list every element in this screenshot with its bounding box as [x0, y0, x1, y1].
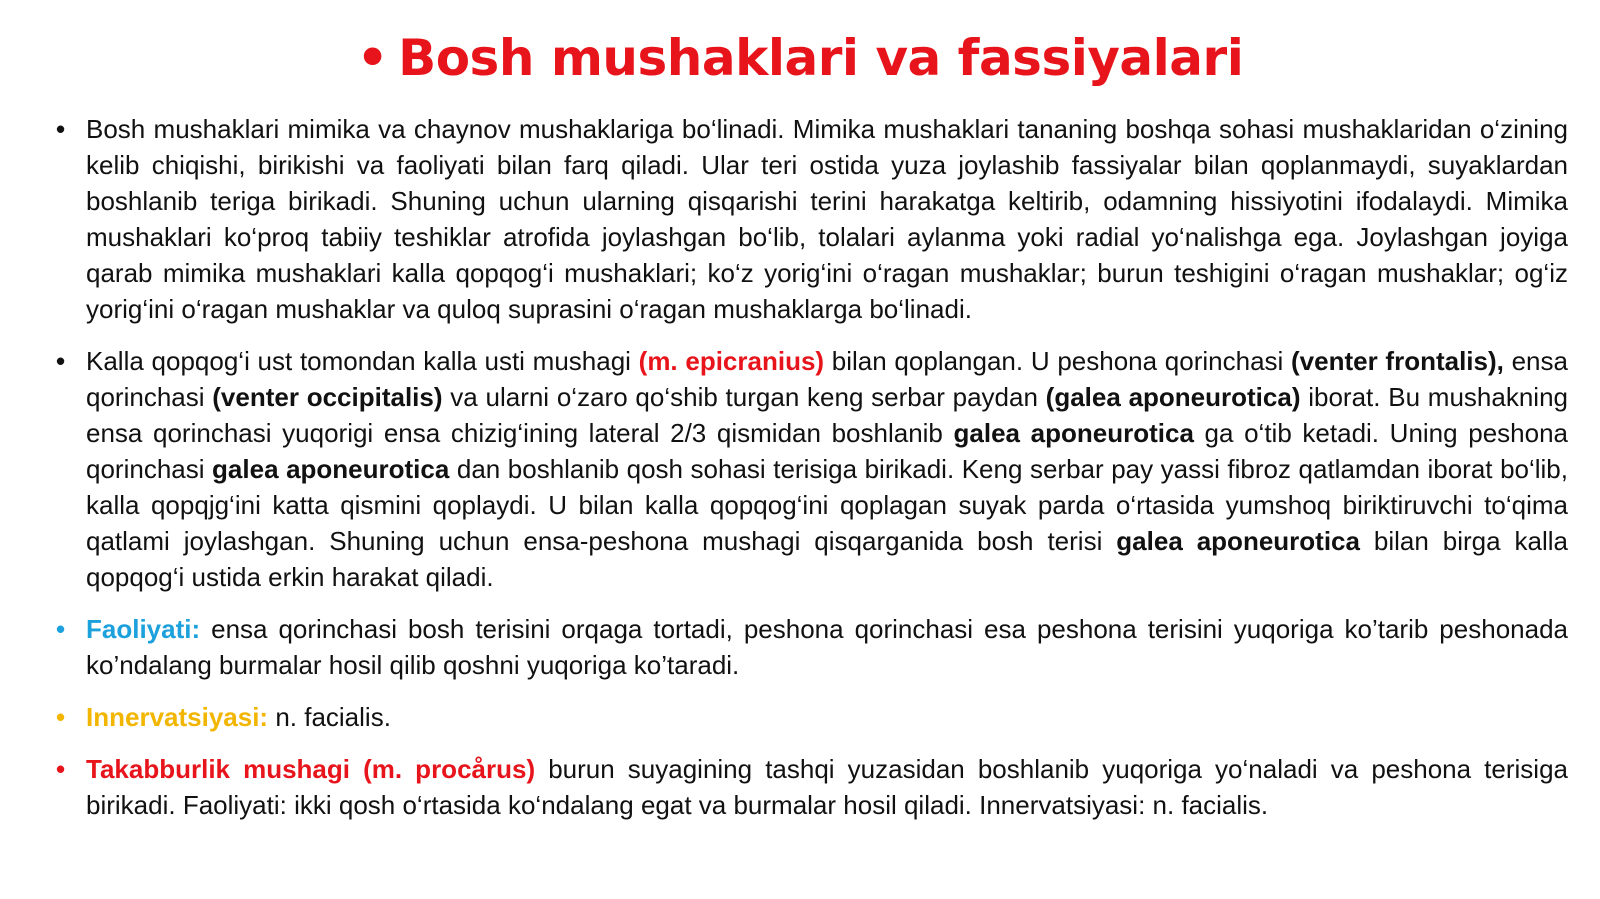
paragraph-procerus	[56, 751, 1568, 823]
slide-title	[0, 26, 1600, 90]
bullet-marker: •	[56, 114, 66, 144]
text-run: va ularni o‘zaro qo‘shib turgan keng serbar paydan	[442, 382, 1046, 412]
label-faoliyati: Faoliyati:	[86, 614, 201, 644]
bullet-marker: •	[56, 702, 66, 732]
term-venter-occipitalis: (venter occipitalis)	[212, 382, 443, 412]
bullet-marker: •	[56, 614, 66, 644]
term-galea-aponeurotica: galea aponeurotica	[212, 454, 450, 484]
text-run: ensa qorinchasi	[86, 346, 1568, 412]
paragraph-text: burun suyagining tashqi yuzasidan boshlanib yuqoriga yo‘naladi va peshona terisiga birikadi. Faoliyati: ikki qosh o‘rtasida ko‘ndalang egat va burmalar hosil qiladi. Innervatsiyasi: n. facialis.	[86, 754, 1568, 820]
paragraph-text: Bosh mushaklari mimika va chaynov mushaklariga bo‘linadi. Mimika mushaklari tananing boshqa sohasi mushaklaridan o‘zining kelib chiqishi, birikishi va faoliyati bilan farq qiladi. Ular teri ostida yuza joylashib fassiyalar bilan qoplanmaydi, suyaklardan boshlanib teriga birikadi. Shuning uchun ularning qisqarishi terini harakatga keltirib, odamning hissiyotini ifodalaydi. Mimika mushaklari ko‘proq tabiiy teshiklar atrofida joylashgan bo‘lib, tolalari aylanma yoki radial yo‘nalishga ega. Joylashgan joyiga qarab mimika mushaklari kalla qopqog‘i mushaklari; ko‘z yorig‘ini o‘ragan mushaklar; burun teshigini o‘ragan mushaklar; og‘iz yorig‘ini o‘ragan mushaklar va quloq suprasini o‘ragan mushaklarga bo‘linadi.	[86, 114, 1568, 324]
paragraph-intro	[56, 111, 1568, 327]
paragraph-innervatsiyasi	[56, 699, 1568, 735]
text-run: bilan qoplangan. U peshona qorinchasi	[824, 346, 1292, 376]
label-innervatsiyasi: Innervatsiyasi:	[86, 702, 269, 732]
bullet-marker: •	[56, 754, 66, 784]
paragraph-faoliyati	[56, 611, 1568, 683]
term-venter-frontalis: (venter frontalis),	[1291, 346, 1504, 376]
term-galea-aponeurotica: galea aponeurotica	[953, 418, 1194, 448]
term-galea-aponeurotica: (galea aponeurotica)	[1045, 382, 1301, 412]
paragraph-epicranius	[56, 343, 1568, 595]
text-run: iborat. Bu mushakning ensa qorinchasi yuqorigi ensa chizig‘ining lateral 2/3 qismidan boshlanib	[86, 382, 1569, 448]
paragraph-text: ensa qorinchasi bosh terisini orqaga tortadi, peshona qorinchasi esa peshona terisini yuqoriga ko’tarib peshonada ko’ndalang burmalar hosil qilib qoshni yuqoriga ko’taradi.	[86, 614, 1568, 680]
title-text: Bosh mushaklari va fassiyalari	[398, 29, 1244, 87]
term-epicranius: (m. epicranius)	[638, 346, 825, 376]
text-run: dan boshlanib qosh sohasi terisiga birikadi. Keng serbar pay yassi fibroz qatlamdan iborat bo‘lib, kalla qopqjg‘ini katta qismini qoplaydi. U bilan kalla qopqog‘ini qoplagan suyak parda o‘rtasida yumshoq biriktiruvchi to‘qima qatlami joylashgan. Shuning uchun ensa-peshona mushagi qisqarganida bosh terisi	[86, 454, 1568, 556]
title-bullet: •	[356, 29, 389, 87]
content-body	[56, 111, 1568, 839]
text-run: ga o‘tib ketadi. Uning peshona qorinchasi	[86, 418, 1568, 484]
paragraph-text: n. facialis.	[268, 702, 391, 732]
term-galea-aponeurotica: galea aponeurotica	[1116, 526, 1360, 556]
bullet-marker: •	[56, 346, 66, 376]
text-run: Kalla qopqog‘i ust tomondan kalla usti mushagi	[86, 346, 639, 376]
label-procerus: Takabburlik mushagi (m. procårus)	[86, 754, 536, 784]
text-run: bilan birga kalla qopqog‘i ustida erkin harakat qiladi.	[86, 526, 1569, 592]
